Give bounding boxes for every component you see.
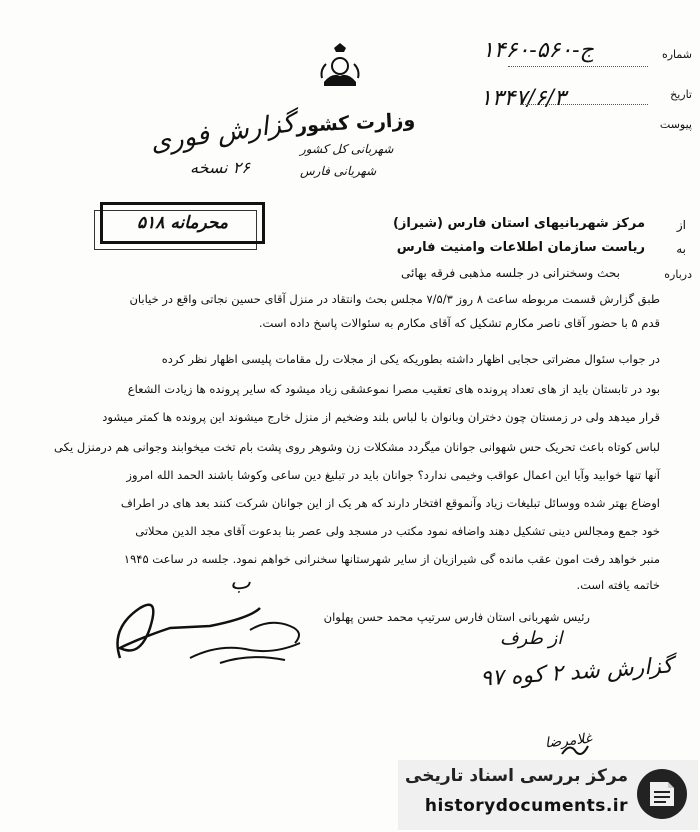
body-line: قدم ۵ با حضور آقای ناصر مکارم تشکیل که آقای مکارم به سئوالات پاسخ داده است. [258, 316, 660, 330]
archive-logo-icon [634, 766, 690, 822]
body-line: طبق گزارش قسمت مربوطه ساعت ۸ روز ۷/۵/۳ مجلس بحث وانتقاد در منزل آقای حسین نجاتی واقع در خیابان [129, 292, 660, 306]
ministry-subtitle-2: شهربانی فارس [300, 164, 377, 178]
watermark-title: مرکز بررسی اسناد تاریخی [405, 766, 628, 786]
number-label: شماره [661, 48, 692, 61]
body-line: در جواب سئوال مضراتی حجابی اظهار داشته بطوریکه یکی از مجلات رل مقامات پلیسی اظهار نظر کرده [161, 352, 660, 366]
header-rule-2 [520, 104, 648, 105]
body-line: لباس کوتاه باعث تحریک حس شهوانی جوانان میگردد مشکلات زن وشوهر روی پشت بام تخت میخوابند وجوانی هم درمنزل یکی [54, 440, 660, 454]
number-value: ۱۴۶۰-۵۶۰-ج [482, 38, 594, 63]
date-value: ۱۳۴۷/۶/۳ [480, 86, 566, 111]
body-line: منبر خواهد رفت امون عقب مانده گی شیرازیان از سایر شهرستانها سخنرانی خواهم نمود. جلسه در ساعت ۱۹۴۵ [123, 552, 660, 566]
report-note: گزارش شد ۲ کوه ۹۷ [479, 653, 674, 692]
attachment-label: پیوست [659, 118, 692, 131]
to-label: به [676, 242, 686, 256]
ministry-title: وزارت کشور [295, 108, 416, 138]
lion-and-sun-emblem-icon [318, 42, 362, 92]
signer-title: رئیس شهربانی استان فارس سرتیپ محمد حسن پهلوان [323, 610, 590, 624]
subject-value: بحث وسخنرانی در جلسه مذهبی فرقه بهائی [400, 266, 620, 280]
signature-scribble-icon [100, 588, 320, 678]
signature-mark-icon [560, 740, 590, 760]
bottom-note: غلامرضا [544, 730, 593, 752]
ministry-subtitle-1: شهربانی کل کشور [300, 142, 394, 156]
to-value: ریاست سازمان اطلاعات وامنیت فارس [396, 240, 645, 255]
body-line: خاتمه یافته است. [576, 578, 660, 592]
body-line: بود در تابستان باید از های تعداد پرونده های تعقیب مصرا نموعشقی زیاد میشود که سایر پرونده ها زیادت الشعاع [127, 382, 660, 396]
body-line: قرار میدهد ولی در زمستان چون دختران وبانوان با لباس بلند وضخیم از منزل خارج میشوند این پرونده ها کمتر میشود [102, 410, 660, 424]
from-label: از [676, 218, 686, 232]
archive-watermark [398, 760, 698, 830]
handwritten-annotation-1: گزارش فوری [148, 108, 297, 158]
date-label: تاریخ [670, 88, 692, 101]
body-line: آنها تنها خوابید وآیا این اعمال عواقب وخیمی ندارد؟ جوانان باید در تبلیغ دین ساعی وکوشا باشند الحمد الله امروز [126, 468, 660, 482]
stamp-text: محرمانه ۵۱۸ [137, 213, 228, 233]
confidential-stamp [100, 202, 265, 244]
watermark-url: historydocuments.ir [424, 796, 628, 816]
closing-marker: ب [230, 570, 251, 595]
header-rule [508, 66, 648, 67]
body-line: اوضاع بهتر شده ووسائل تبلیغات زیاد وآنموقع افتخار دارند که هر یک از این جوانان شرکت کنند بعد های در اطراف [120, 496, 660, 510]
sign-note: از طرف [500, 628, 563, 649]
subject-label: درباره [664, 268, 692, 281]
body-line: خود جمع ومجالس دینی تشکیل دهند واضافه نمود مکتب در مسجد ولی عصر بنا بدعوت آقای مجد الدین محلاتی [135, 524, 660, 538]
from-value: مرکز شهربانیهای استان فارس (شیراز) [392, 216, 645, 231]
handwritten-annotation-2: ۲۶ نسخه [190, 158, 250, 177]
